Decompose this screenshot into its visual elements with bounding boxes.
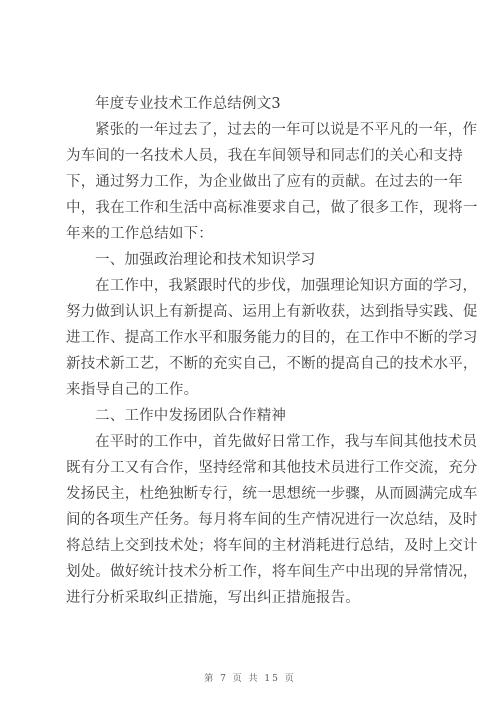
paragraph-line: 在平时的工作中，首先做好日常工作，我与车间其他技术员 bbox=[95, 434, 478, 450]
paragraph-line: 新技术新工艺，不断的充实自己，不断的提高自己的技术水平， bbox=[66, 356, 478, 372]
paragraph-line: 既有分工又有合作，坚持经常和其他技术员进行工作交流，充分 bbox=[66, 460, 478, 476]
section-heading: 二、工作中发扬团队合作精神 bbox=[95, 408, 287, 424]
paragraph-line: 发扬民主，杜绝独断专行，统一思想统一步骤，从而圆满完成车 bbox=[66, 486, 478, 502]
paragraph-line: 将总结上交到技术处；将车间的主材消耗进行总结，及时上交计 bbox=[66, 538, 478, 554]
paragraph-line: 进工作、提高工作水平和服务能力的目的，在工作中不断的学习 bbox=[66, 330, 478, 346]
paragraph-line: 年来的工作总结如下： bbox=[66, 226, 213, 242]
paragraph-line: 紧张的一年过去了，过去的一年可以说是不平凡的一年，作 bbox=[95, 122, 478, 138]
page-number-footer: 第 7 页 共 15 页 bbox=[204, 674, 296, 684]
section-heading: 一、加强政治理论和技术知识学习 bbox=[95, 252, 316, 268]
document-body bbox=[66, 91, 478, 611]
paragraph-line: 努力做到认识上有新提高、运用上有新收获，达到指导实践、促 bbox=[66, 304, 478, 320]
paragraph-line: 中，我在工作和生活中高标准要求自己，做了很多工作，现将一 bbox=[66, 200, 478, 216]
paragraph-line: 为车间的一名技术人员，我在车间领导和同志们的关心和支持 bbox=[66, 148, 463, 164]
paragraph-line: 来指导自己的工作。 bbox=[66, 382, 199, 398]
paragraph-line: 进行分析采取纠正措施，写出纠正措施报告。 bbox=[66, 590, 360, 606]
paragraph-line: 下，通过努力工作，为企业做出了应有的贡献。在过去的一年 bbox=[66, 174, 463, 190]
paragraph-line: 间的各项生产任务。每月将车间的生产情况进行一次总结，及时 bbox=[66, 512, 478, 528]
paragraph-line: 划处。做好统计技术分析工作，将车间生产中出现的异常情况， bbox=[66, 564, 478, 580]
paragraph-line: 在工作中，我紧跟时代的步伐，加强理论知识方面的学习， bbox=[95, 278, 478, 294]
document-title: 年度专业技术工作总结例文3 bbox=[95, 96, 281, 112]
